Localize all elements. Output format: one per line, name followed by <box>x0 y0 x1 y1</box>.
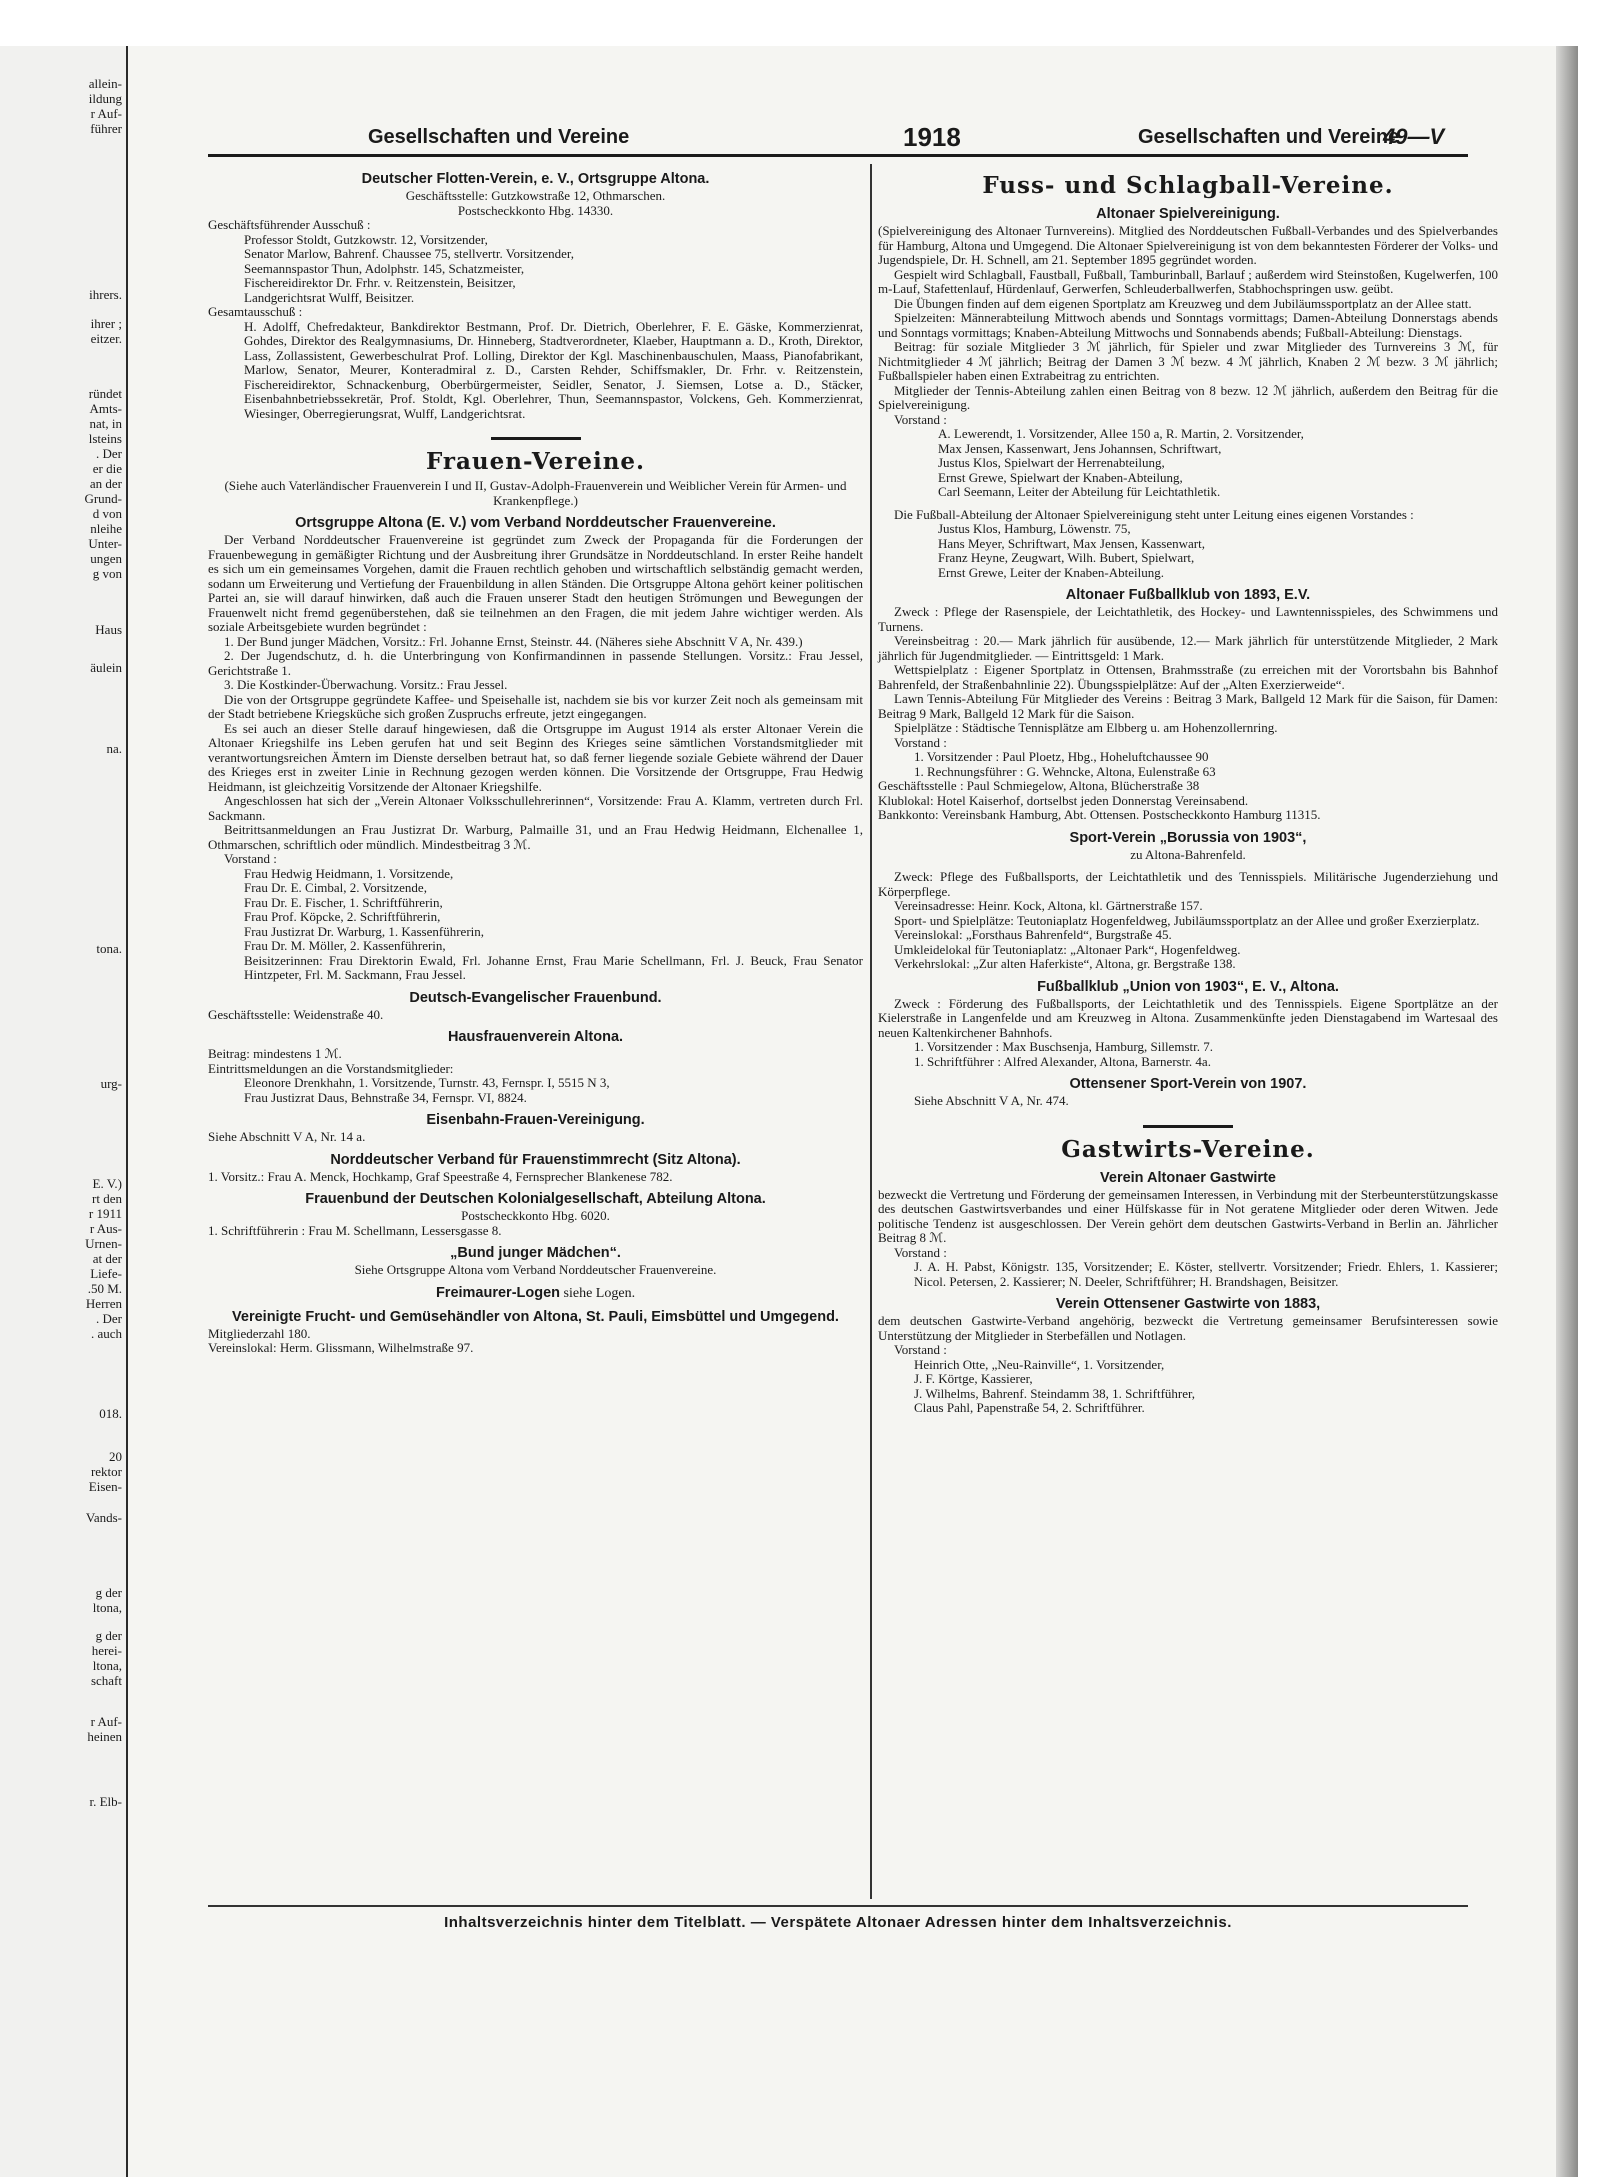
previous-page-fragment: g der herei- ltona, schaft <box>90 1628 122 1688</box>
indented-line: Beisitzerinnen: Frau Direktorin Ewald, Frl. Johanne Ernst, Frau Marie Schellmann, Frl. J. Beuck, Frau Senator Hintzpeter, Frl. M. Sackmann, Frau Jessel. <box>244 952 863 982</box>
text-line: Mitgliederzahl 180. <box>208 1325 311 1341</box>
paragraph: Verkehrslokal: „Zur alten Haferkiste“, Altona, gr. Bergstraße 138. <box>894 956 1236 971</box>
organization-heading <box>878 1076 1498 1092</box>
indented-line: 1. Rechnungsführer : G. Wehncke, Altona, Eulenstraße 63 <box>914 763 1216 779</box>
organization-name: Verein Altonaer Gastwirte <box>1100 1169 1276 1186</box>
header-right-title: Gesellschaften und Vereine <box>1138 126 1400 148</box>
paragraph: Angeschlossen hat sich der „Verein Altonaer Volksschullehrerinnen“, Vorsitzende: Frau A. Klamm, vertreten durch Frl. Sackmann. <box>208 793 863 823</box>
organization-name: Norddeutscher Verband für Frauenstimmrecht (Sitz Altona). <box>330 1151 741 1168</box>
paragraph: Vorstand : <box>224 851 277 866</box>
text-line: Bankkonto: Vereinsbank Hamburg, Abt. Ottensen. Postscheckkonto Hamburg 11315. <box>878 807 1321 822</box>
header-page-number: 49—V <box>1383 124 1445 149</box>
indented-line: J. F. Körtge, Kassierer, <box>914 1371 1033 1386</box>
indented-line: Ernst Grewe, Leiter der Knaben-Abteilung. <box>938 564 1164 580</box>
paragraph: Der Verband Norddeutscher Frauenvereine ist gegründet zum Zweck der Propaganda für die Forderungen der Frauenbewegung in gemäßigter Richtung und der Ausbreitung ihrer Grundsätze in Norddeutschland. In erster Reihe handelt es sich um ein gemeinsames Vorgehen, damit die Frauen rechtlich gehoben und wirtschaftlich selbständig gemacht werden, sodann um Erweiterung und Vertiefung der Frauenbildung in allen Ständen. Die Ortsgruppe Altona gehört keiner politischen Partei an, sie will darauf hinwirken, daß auch die Frauen unserer Stadt den heutigen Strömungen und Bewegungen der Frauenwelt nicht fremd gegenüberstehen, daß sie teilnehmen an den Fragen, die mit jedem Jahre wichtiger werden. Als soziale Arbeitsgebiete wurden begründet : <box>208 532 863 634</box>
indented-line: H. Adolff, Chefredakteur, Bankdirektor Bestmann, Prof. Dr. Dietrich, Oberlehrer, F. E. Gäske, Kommerzienrat, Gohdes, Direktor des Realgymnasiums, Dr. Hinneberg, Stadtverordneter, Klaeber, Hauptmann a. D., Kroth, Direktor, Lass, Zollassistent, Gewerbeschulrat Prof. Lolling, Direktor der Kgl. Maschinenbauschulen, Maass, Pianofabrikant, Marlow, Senator, Meurer, Konteradmiral z. D., Carsten Rehder, Schiffsmakler, Dr. Frhr. v. Reitzenstein, Fischereidirektor, Schnackenburg, Oberbürgermeister, Seidler, Senator, J. Siemsen, Lotse a. D., Stäcker, Eisenbahnbetriebssekretär, Prof. Stoldt, Kgl. Oberlehrer, Thun, Seemannspastor, Volckens, Geh. Kommerzienrat, Wiesinger, Oberregierungsrat, Wulff, Landgerichtsrat. <box>244 318 863 421</box>
organization-name: Verein Ottensener Gastwirte von 1883, <box>1055 1296 1321 1312</box>
indented-line: 1. Schriftführer : Alfred Alexander, Altona, Barnerstr. 4a. <box>914 1053 1211 1069</box>
paragraph: 3. Die Kostkinder-Überwachung. Vorsitz.: Frau Jessel. <box>224 677 508 692</box>
text-line: (Spielvereinigung des Altonaer Turnvereins). Mitglied des Norddeutschen Fußball-Verbandes und des Spielverbandes für Hamburg, Altona und Umgegend. Die Altonaer Spielvereinigung ist von dem bekanntesten Förderer der Volks- und Jugendspiele, Dr. H. Schnell, am 21. September 1895 gegründet worden. <box>878 223 1498 267</box>
paragraph: Umkleidelokal für Teutoniaplatz: „Altonaer Park“, Hogenfeldweg. <box>894 941 1241 957</box>
text-line: Gesamtausschuß : <box>208 304 303 319</box>
text-line: 1. Schriftführerin : Frau M. Schellmann, Lessersgasse 8. <box>208 1222 502 1238</box>
organization-name: Altonaer Spielvereinigung. <box>1096 206 1280 222</box>
organization-name: Eisenbahn-Frauen-Vereinigung. <box>426 1112 645 1128</box>
centered-line: zu Altona-Bahrenfeld. <box>1130 846 1246 862</box>
indented-line: Frau Justizrat Dr. Warburg, 1. Kassenführerin, <box>244 923 485 939</box>
organization-note: siehe Logen. <box>560 1285 636 1301</box>
text-line: Vereinslokal: Herm. Glissmann, Wilhelmstraße 97. <box>208 1340 474 1355</box>
bottom-rule <box>208 1905 1468 1907</box>
text-line: bezweckt die Vertretung und Förderung der gemeinsamen Interessen, in Verbindung mit der Sterbeunterstützungskasse des deutschen Gastwirtsverbandes und einer Hülfskasse für in Not geratene Mitglieder oder deren Witwen. Jede politische Tendenz ist ausgeschlossen. Der Verein gehört dem deutschen Gastwirts-Verband in Berlin an. Jährlicher Beitrag 8 ℳ. <box>878 1186 1498 1245</box>
indented-line: Franz Heyne, Zeugwart, Wilh. Bubert, Spielwart, <box>938 550 1195 565</box>
previous-page-fragment: 20 rektor Eisen- <box>88 1449 122 1494</box>
paragraph: Die von der Ortsgruppe gegründete Kaffee- und Speisehalle ist, nachdem sie bis vor kurzer Zeit noch als gemeinsam mit der Stadt betriebene Kriegsküche sich großen Zuspruchs erfreute, jetzt eingegangen. <box>208 691 863 721</box>
previous-page-fragment: urg- <box>100 1076 122 1091</box>
paragraph: Vorstand : <box>894 1244 947 1260</box>
page <box>128 46 1578 2177</box>
previous-page-fragment: ihrer ; eitzer. <box>90 316 122 346</box>
indented-line: Max Jensen, Kassenwart, Jens Johannsen, Schriftwart, <box>938 440 1222 456</box>
organization-name: Ottensener Sport-Verein von 1907. <box>1069 1076 1307 1092</box>
previous-page-fragment: ihrers. <box>89 287 122 302</box>
paragraph: Spielzeiten: Männerabteilung Mittwoch abends und Sonntags vormittags; Damen-Abteilung Donnerstags abends und Sonntags vormittags; Knaben-Abteilung Mittwochs und Sonnabends abends; Fußball-Abteilung: Dienstags. <box>878 310 1498 340</box>
indented-line: J. Wilhelms, Bahrenf. Steindamm 38, 1. Schriftführer, <box>914 1385 1196 1401</box>
previous-page-margin <box>0 46 129 2177</box>
column-separator <box>870 164 872 1899</box>
indented-line: Seemannspastor Thun, Adolphstr. 145, Schatzmeister, <box>244 260 525 276</box>
organization-name: Ortsgruppe Altona (E. V.) vom Verband Norddeutscher Frauenvereine. <box>295 515 776 531</box>
organization-name: Hausfrauenverein Altona. <box>447 1029 624 1045</box>
organization-heading <box>878 979 1498 995</box>
text-line: 1. Vorsitz.: Frau A. Menck, Hochkamp, Graf Speestraße 4, Fernsprecher Blankenese 782. <box>208 1168 673 1184</box>
indented-line: Landgerichtsrat Wulff, Beisitzer. <box>244 289 415 305</box>
organization-name: „Bund junger Mädchen“. <box>450 1245 621 1261</box>
organization-heading <box>878 1170 1498 1186</box>
text-line: Klublokal: Hotel Kaiserhof, dortselbst jeden Donnerstag Vereinsabend. <box>878 792 1249 808</box>
text-line: dem deutschen Gastwirte-Verband angehörig, bezweckt die Vertretung gemeinsamer Berufsinteressen sowie Unterstützung der Mitglieder in Sterbefällen und Notlagen. <box>878 1313 1498 1343</box>
previous-page-fragment: Vands- <box>85 1510 122 1525</box>
paragraph: Lawn Tennis-Abteilung Für Mitglieder des Vereins : Beitrag 3 Mark, Ballgeld 12 Mark für die Saison, für Damen: Beitrag 9 Mark, Ballgeld 12 Mark für die Saison. <box>878 691 1498 721</box>
indented-line: 1. Vorsitzender : Max Buschsenja, Hamburg, Sillemstr. 7. <box>914 1039 1213 1054</box>
indented-line: Frau Hedwig Heidmann, 1. Vorsitzende, <box>244 865 454 881</box>
paragraph: Vorstand : <box>894 411 947 427</box>
organization-name: Frauenbund der Deutschen Kolonialgesellschaft, Abteilung Altona. <box>305 1191 766 1207</box>
paragraph: Sport- und Spielplätze: Teutoniaplatz Hogenfeldweg, Jubiläumssportplatz an der Allee und großer Exerzierplatz. <box>894 912 1480 928</box>
organization-name: Altonaer Fußballklub von 1893, E.V. <box>1065 587 1311 603</box>
centered-line: Geschäftsstelle: Gutzkowstraße 12, Othmarschen. <box>405 188 666 203</box>
text-line: Siehe Abschnitt V A, Nr. 14 a. <box>208 1129 366 1144</box>
indented-line: Carl Seemann, Leiter der Abteilung für Leichtathletik. <box>938 484 1221 499</box>
paragraph: Wettspielplatz : Eigener Sportplatz in Ottensen, Brahmsstraße (zu erreichen mit der Vorortsbahn bis Bahnhof Bahrenfeld, der Straßenbahnlinie 22). Übungsspielplätze: Auf der „Alten Exerzierweide“. <box>878 662 1498 692</box>
centered-line: Postscheckkonto Hbg. 6020. <box>461 1208 610 1223</box>
organization-heading <box>208 1309 863 1325</box>
previous-page-fragment: r. Elb- <box>89 1794 122 1809</box>
text-line: Geschäftsführender Ausschuß : <box>208 217 371 232</box>
previous-page-fragment: allein- ildung r Auf- führer <box>88 76 122 136</box>
previous-page-fragment: ründet Amts- nat, in lsteins . Der er die an der Grund- d von nleihe Unter- ungen g von <box>84 386 122 581</box>
indented-line: Eleonore Drenkhahn, 1. Vorsitzende, Turnstr. 43, Fernspr. I, 5515 N 3, <box>244 1075 610 1090</box>
indented-line: Frau Prof. Köpcke, 2. Schriftführerin, <box>244 909 441 924</box>
paragraph: Zweck : Förderung des Fußballsports, der Leichtathletik und des Tennisspiels. Eigene Sportplätze an der Kielerstraße in Langenfelde und am Kreuzweg in Altona. Zusammenkünfte jeden Dienstagabend im Wartesaal des neuen Kaltenkirchener Bahnhofs. <box>878 995 1498 1040</box>
organization-heading <box>878 830 1498 846</box>
previous-page-fragment: E. V.) rt den r 1911 r Aus- Urnen- at der Liefe- .50 M. Herren . Der . auch <box>85 1176 122 1341</box>
paragraph: Zweck: Pflege des Fußballsports, der Leichtathletik und des Tennisspiels. Militärische Jugenderziehung und Körperpflege. <box>878 869 1498 899</box>
indented-line: Siehe Abschnitt V A, Nr. 474. <box>914 1093 1069 1108</box>
paragraph: Es sei auch an dieser Stelle darauf hingewiesen, daß die Ortsgruppe im August 1914 als erster Altonaer Verein die Altonaer Kriegshilfe ins Leben gerufen hat und seit Beginn des Krieges seine sämtlichen Vorstandsmitglieder mit verantwortungsreichen Ämtern im Dienste derselben betraut hat, so daß ferner liegende soziale Gebiete während der Dauer des Krieges erst in zweiter Linie in Rechnung gezogen werden können. Die Vorsitzende der Ortsgruppe, Frau Hedwig Heidmann, ist gleichzeitig Vorsitzende der Altonaer Kriegshilfe. <box>208 720 863 794</box>
organization-name: Deutsch-Evangelischer Frauenbund. <box>409 989 662 1006</box>
organization-heading <box>208 515 863 531</box>
paragraph: Vereinsbeitrag : 20.— Mark jährlich für ausübende, 12.— Mark jährlich für unterstützende Mitglieder, 2 Mark jährlich für Jugendmitglieder. — Eintrittsgeld: 1 Mark. <box>878 633 1498 663</box>
centered-line: (Siehe auch Vaterländischer Frauenverein I und II, Gustav-Adolph-Frauenverein und Weiblicher Verein für Armen- und Krankenpflege.) <box>224 478 847 508</box>
organization-name: Fußballklub „Union von 1903“, E. V., Altona. <box>1037 978 1339 995</box>
paragraph: Vereinsadresse: Heinr. Kock, Altona, kl. Gärtnerstraße 157. <box>894 898 1203 913</box>
indented-line: Frau Justizrat Daus, Behnstraße 34, Fernspr. VI, 8824. <box>244 1089 527 1105</box>
paragraph: Vorstand : <box>894 734 947 750</box>
organization-heading <box>208 1152 863 1168</box>
page-edge-shadow <box>1556 46 1578 2177</box>
indented-line: Justus Klos, Hamburg, Löwenstr. 75, <box>938 521 1131 536</box>
indented-line: Frau Dr. E. Cimbal, 2. Vorsitzende, <box>244 880 427 895</box>
paragraph: Die Übungen finden auf dem eigenen Sportplatz am Kreuzweg und dem Jubiläumssportplatz an der Allee statt. <box>894 295 1472 311</box>
header-left-title: Gesellschaften und Vereine <box>368 126 630 148</box>
organization-heading <box>208 1029 863 1045</box>
section-heading: Gastwirts-Vereine. <box>1061 1135 1315 1163</box>
organization-heading <box>208 171 863 187</box>
paragraph: Die Fußball-Abteilung der Altonaer Spielvereinigung steht unter Leitung eines eigenen Vorstandes : <box>894 506 1414 522</box>
previous-page-fragment: 018. <box>99 1406 122 1421</box>
paragraph: Spielplätze : Städtische Tennisplätze am Elbberg u. am Hohenzollernring. <box>894 720 1278 735</box>
paragraph: Mitglieder der Tennis-Abteilung zahlen einen Beitrag von 8 bezw. 12 ℳ jährlich, außerdem den Beitrag für die Spielvereinigung. <box>878 382 1498 412</box>
indented-line: J. A. H. Pabst, Königstr. 135, Vorsitzender; E. Köster, stellvertr. Vorsitzender; Friedr. Ehlers, 1. Kassierer; Nicol. Petersen, 2. Kassierer; N. Deeler, Schriftführer; H. Brandshagen, Beisitzer. <box>914 1259 1498 1289</box>
organization-heading <box>208 990 863 1006</box>
indented-line: Frau Dr. E. Fischer, 1. Schriftführerin, <box>244 894 443 910</box>
text-line: Beitrag: mindestens 1 ℳ. <box>208 1046 342 1061</box>
previous-page-fragment: äulein <box>90 660 122 675</box>
organization-name: Sport-Verein „Borussia von 1903“, <box>1069 829 1307 846</box>
text-line: Eintrittsmeldungen an die Vorstandsmitglieder: <box>208 1060 454 1076</box>
indented-line: Professor Stoldt, Gutzkowstr. 12, Vorsitzender, <box>244 231 488 247</box>
organization-heading <box>878 206 1498 222</box>
indented-line: Ernst Grewe, Spielwart der Knaben-Abteilung, <box>938 469 1183 485</box>
paragraph: Beitrittsanmeldungen an Frau Justizrat Dr. Warburg, Palmaille 31, und an Frau Hedwig Heidmann, Elchenallee 1, Othmarschen, schriftlich oder mündlich. Mindestbeitrag 3 ℳ. <box>208 822 863 852</box>
paragraph: Gespielt wird Schlagball, Faustball, Fußball, Tamburinball, Barlauf ; außerdem wird Steinstoßen, Kugelwerfen, 100 m-Lauf, Stafettenlauf, Hürdenlauf, Gerwerfen, Schleuderballwerfen, Stabhochspringen usw. geübt. <box>878 266 1498 296</box>
section-divider <box>491 437 581 440</box>
organization-heading <box>878 1296 1498 1312</box>
previous-page-fragment: tona. <box>96 941 122 956</box>
indented-line: Heinrich Otte, „Neu-Rainville“, 1. Vorsitzender, <box>914 1356 1165 1372</box>
text-line: Geschäftsstelle: Weidenstraße 40. <box>208 1006 384 1022</box>
centered-line: Postscheckkonto Hbg. 14330. <box>457 202 614 218</box>
indented-line: Frau Dr. M. Möller, 2. Kassenführerin, <box>244 938 446 953</box>
running-header <box>208 116 1468 157</box>
paragraph: 1. Der Bund junger Mädchen, Vorsitz.: Frl. Johanne Ernst, Steinstr. 44. (Näheres siehe Abschnitt V A, Nr. 439.) <box>224 633 803 649</box>
organization-name: Vereinigte Frucht- und Gemüsehändler von Altona, St. Pauli, Eimsbüttel und Umgegend. <box>232 1308 839 1325</box>
previous-page-fragment: r Auf- heinen <box>87 1714 122 1744</box>
organization-heading <box>208 1112 863 1128</box>
centered-line: Siehe Ortsgruppe Altona vom Verband Norddeutscher Frauenvereine. <box>354 1262 717 1277</box>
paragraph: Beitrag: für soziale Mitglieder 3 ℳ jährlich, für Spieler und zwar Mitglieder des Turnvereins 3 ℳ, für Nichtmitglieder 4 ℳ jährlich; Beitrag der Damen 3 ℳ bezw. 4 ℳ jährlich, Knaben 2 ℳ bezw. 3 ℳ jährlich; Fußballspieler haben einen Extrabeitrag zu entrichten. <box>878 339 1498 383</box>
indented-line: A. Lewerendt, 1. Vorsitzender, Allee 150 a, R. Martin, 2. Vorsitzender, <box>938 426 1304 441</box>
organization-heading <box>208 1191 863 1207</box>
right-column <box>878 164 1498 1416</box>
previous-page-fragment: na. <box>106 741 122 756</box>
section-divider <box>1143 1125 1233 1128</box>
previous-page-fragment: g der ltona, <box>92 1585 122 1615</box>
paragraph: 2. Der Jugendschutz, d. h. die Unterbringung von Konfirmandinnen in passende Stellungen. Vorsitz.: Frau Jessel, Gerichtstraße 1. <box>208 648 863 678</box>
paragraph: Vereinslokal: „Forsthaus Bahrenfeld“, Burgstraße 45. <box>894 927 1172 942</box>
section-heading: Fuss- und Schlagball-Vereine. <box>982 172 1394 199</box>
indented-line: Claus Pahl, Papenstraße 54, 2. Schriftführer. <box>914 1400 1145 1415</box>
indented-line: Fischereidirektor Dr. Frhr. v. Reitzenstein, Beisitzer, <box>244 275 516 290</box>
indented-line: Justus Klos, Spielwart der Herrenabteilung, <box>938 455 1165 470</box>
paragraph: Vorstand : <box>894 1342 947 1357</box>
organization-name: Deutscher Flotten-Verein, e. V., Ortsgruppe Altona. <box>361 171 710 187</box>
paragraph: Zweck : Pflege der Rasenspiele, der Leichtathletik, des Hockey- und Lawntennisspieles, des Schwimmens und Turnens. <box>878 604 1498 634</box>
organization-heading <box>878 587 1498 603</box>
scan-background <box>0 0 1600 46</box>
header-year: 1918 <box>903 122 961 152</box>
indented-line: Hans Meyer, Schriftwart, Max Jensen, Kassenwart, <box>938 535 1205 551</box>
indented-line: Senator Marlow, Bahrenf. Chaussee 75, stellvertr. Vorsitzender, <box>244 246 574 261</box>
footer-note: Inhaltsverzeichnis hinter dem Titelblatt. — Verspätete Altonaer Adressen hinter dem Inhaltsverzeichnis. <box>444 1914 1232 1931</box>
organization-heading <box>208 1245 863 1261</box>
text-line: Geschäftsstelle : Paul Schmiegelow, Altona, Blücherstraße 38 <box>878 778 1200 793</box>
previous-page-fragment: Haus <box>95 622 122 637</box>
section-heading: Frauen-Vereine. <box>425 448 646 475</box>
organization-heading <box>208 1285 863 1302</box>
organization-name: Freimaurer-Logen <box>435 1284 561 1301</box>
left-column <box>208 164 863 1356</box>
indented-line: 1. Vorsitzender : Paul Ploetz, Hbg., Hoheluftchaussee 90 <box>914 749 1209 764</box>
